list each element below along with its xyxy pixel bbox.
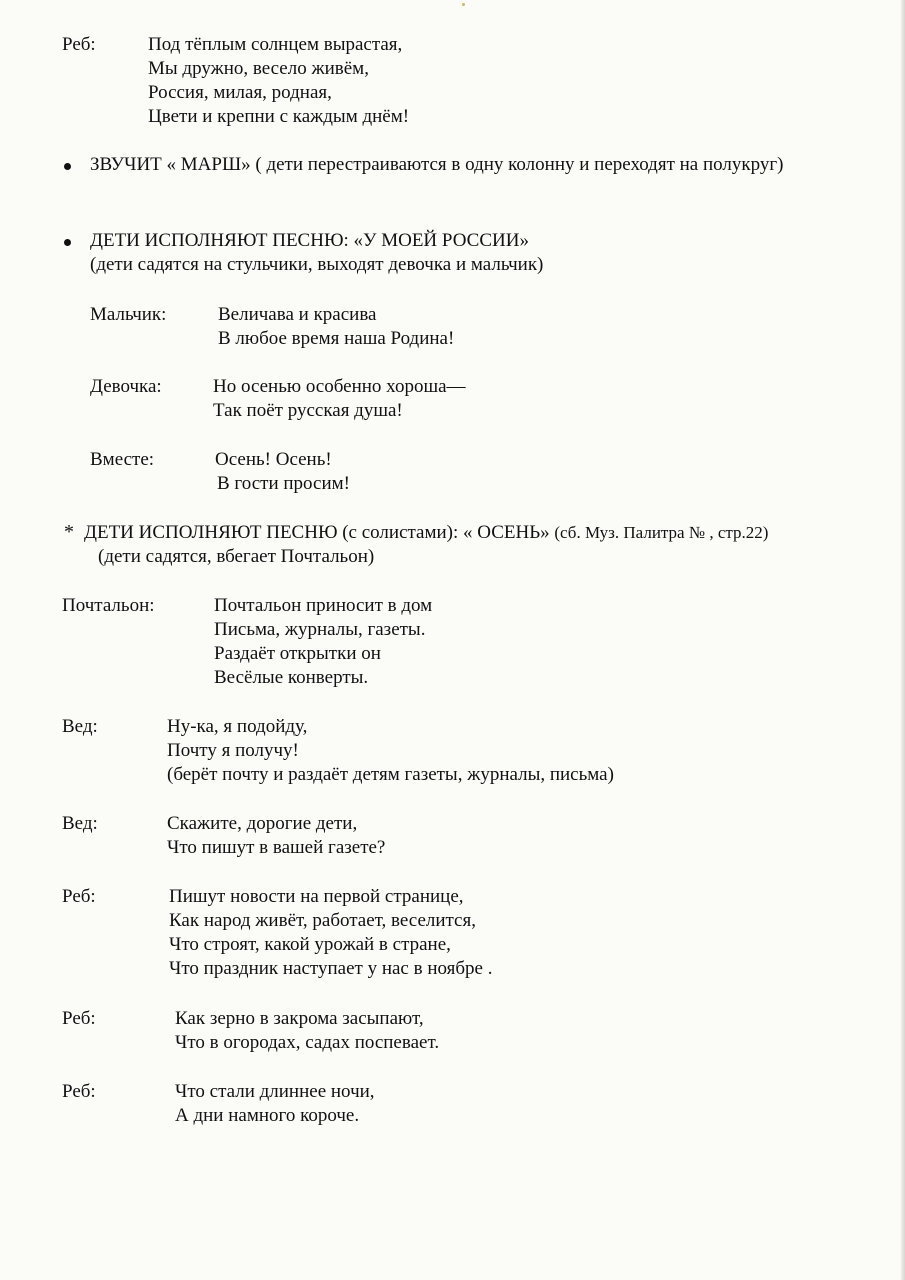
bullet-icon: [64, 163, 71, 170]
verse-line: Что стали длиннее ночи,: [175, 1081, 375, 1102]
page-edge: [901, 0, 905, 1280]
verse-line: Что в огородах, садах поспевает.: [175, 1032, 440, 1053]
stage-note: (дети садятся, вбегает Почтальон): [98, 546, 375, 567]
verse-line: Весёлые конверты.: [214, 667, 369, 688]
verse-line: А дни намного короче.: [175, 1105, 360, 1126]
speaker-label: Вед:: [62, 716, 98, 737]
verse-line: Почту я получу!: [167, 740, 299, 761]
verse-line: Величава и красива: [218, 304, 377, 325]
verse-line: Письма, журналы, газеты.: [214, 619, 426, 640]
speaker-label: Мальчик:: [90, 304, 167, 325]
speaker-label: Вместе:: [90, 449, 155, 470]
verse-line: Скажите, дорогие дети,: [167, 813, 358, 834]
speaker-label: Вед:: [62, 813, 98, 834]
speaker-label: Реб:: [62, 1081, 96, 1102]
stage-note: (дети садятся на стульчики, выходят девочка и мальчик): [90, 254, 544, 275]
verse-line: Так поёт русская душа!: [213, 400, 403, 421]
verse-line: Как зерно в закрома засыпают,: [175, 1008, 424, 1029]
verse-line: Почтальон приносит в дом: [214, 595, 433, 616]
speaker-label: Реб:: [62, 886, 96, 907]
stage-note: (берёт почту и раздаёт детям газеты, журналы, письма): [167, 764, 614, 785]
songbook-reference: (сб. Муз. Палитра № , стр.22): [554, 523, 769, 542]
song-title: ДЕТИ ИСПОЛНЯЮТ ПЕСНЮ: «У МОЕЙ РОССИИ»: [90, 230, 529, 251]
stage-direction: ЗВУЧИТ « МАРШ» ( дети перестраиваются в одну колонну и переходят на полукруг): [90, 154, 784, 175]
speaker-label: Реб:: [62, 34, 96, 55]
verse-line: В гости просим!: [217, 473, 350, 494]
verse-line: Что строят, какой урожай в стране,: [169, 934, 451, 955]
bullet-icon: [64, 239, 71, 246]
verse-line: Что праздник наступает у нас в ноябре .: [169, 958, 493, 979]
verse-line: Мы дружно, весело живём,: [148, 58, 369, 79]
verse-line: Цвети и крепни с каждым днём!: [148, 106, 410, 127]
speaker-label: Девочка:: [90, 376, 162, 397]
verse-line: Пишут новости на первой странице,: [169, 886, 464, 907]
song-title: [84, 521, 768, 545]
verse-line: Осень! Осень!: [215, 449, 332, 470]
speaker-label: Почтальон:: [62, 595, 155, 616]
verse-line: Как народ живёт, работает, веселится,: [169, 910, 476, 931]
verse-line: Что пишут в вашей газете?: [167, 837, 386, 858]
verse-line: Под тёплым солнцем вырастая,: [148, 34, 403, 55]
verse-line: Но осенью особенно хороша—: [213, 376, 466, 397]
song-title-text: ДЕТИ ИСПОЛНЯЮТ ПЕСНЮ (с солистами): « ОСЕНЬ»: [84, 522, 550, 543]
speaker-label: Реб:: [62, 1008, 96, 1029]
paper-speck: [462, 3, 465, 6]
verse-line: Россия, милая, родная,: [148, 82, 332, 103]
verse-line: Раздаёт открытки он: [214, 643, 381, 664]
verse-line: Ну-ка, я подойду,: [167, 716, 308, 737]
asterisk-icon: *: [64, 521, 74, 543]
verse-line: В любое время наша Родина!: [218, 328, 455, 349]
